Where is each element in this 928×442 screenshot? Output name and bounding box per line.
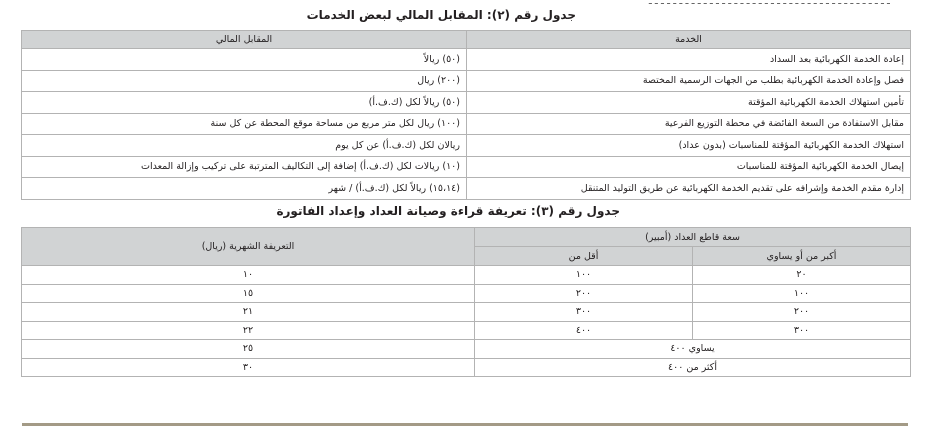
tariff-table-header-row: [22, 228, 911, 247]
service-cell: إعادة الخدمة الكهربائية بعد السداد: [467, 49, 911, 71]
fee-cell: (٢٠٠) ريال: [22, 70, 467, 92]
service-column-header: الخدمة: [467, 31, 911, 49]
tariff-cell: ٣٠: [22, 358, 475, 377]
table-row: [22, 284, 911, 303]
table-row: [22, 156, 911, 178]
service-cell: استهلاك الخدمة الكهربائية المؤقتة للمناسبات (بدون عداد): [467, 135, 911, 157]
gte-header: أكبر من أو يساوي: [693, 247, 911, 266]
cropped-top-text: ـ ـ ـ ـ ـ ـ ـ ـ ـ ـ ـ ـ ـ ـ ـ ـ ـ ـ ـ ـ ـ ـ ـ ـ ـ ـ ـ ـ ـ ـ ـ ـ ـ ـ ـ ـ ـ ـ ـ ـ: [648, 0, 890, 6]
gte-cell: ١٠٠: [693, 284, 911, 303]
table-row: [22, 303, 911, 322]
fee-column-header: المقابل المالي: [22, 31, 467, 49]
table-2-caption: جدول رقم (٢): المقابل المالي لبعض الخدمات: [306, 8, 576, 22]
fee-cell: (١٥،١٤) ريالاً لكل (ك.ف.أ) / شهر: [22, 178, 467, 200]
gte-cell: ٢٠٠: [693, 303, 911, 322]
table-row: [22, 340, 911, 359]
tariff-cell: ٢٥: [22, 340, 475, 359]
table-row: [22, 49, 911, 71]
service-cell: إيصال الخدمة الكهربائية المؤقتة للمناسبات: [467, 156, 911, 178]
table-row: [22, 92, 911, 114]
fees-table: [21, 30, 911, 200]
tariff-cell: ١٥: [22, 284, 475, 303]
lt-header: أقل من: [475, 247, 693, 266]
table-row: [22, 70, 911, 92]
table-row: [22, 321, 911, 340]
table-row: [22, 135, 911, 157]
lt-cell: ٣٠٠: [475, 303, 693, 322]
table-row: [22, 266, 911, 285]
table-3-caption: جدول رقم (٣): تعريفة قراءة وصيانة العداد وإعداد الفاتورة: [276, 204, 620, 218]
lt-cell: ١٠٠: [475, 266, 693, 285]
range-label-cell: يساوي ٤٠٠: [475, 340, 911, 359]
service-cell: فصل وإعادة الخدمة الكهربائية بطلب من الجهات الرسمية المختصة: [467, 70, 911, 92]
monthly-tariff-header: التعريفة الشهرية (ريال): [22, 228, 475, 266]
service-cell: مقابل الاستفادة من السعة الفائضة في محطة التوزيع الفرعية: [467, 113, 911, 135]
fee-cell: ريالان لكل (ك.ف.أ) عن كل يوم: [22, 135, 467, 157]
table-row: [22, 113, 911, 135]
table-row: [22, 358, 911, 377]
lt-cell: ٢٠٠: [475, 284, 693, 303]
meter-tariff-table: [21, 227, 911, 377]
fees-table-header-row: [22, 31, 911, 49]
lt-cell: ٤٠٠: [475, 321, 693, 340]
fee-cell: (١٠٠) ريال لكل متر مربع من مساحة موقع المحطة عن كل سنة: [22, 113, 467, 135]
tariff-cell: ٢٢: [22, 321, 475, 340]
fee-cell: (٥٠) ريالاً: [22, 49, 467, 71]
service-cell: تأمين استهلاك الخدمة الكهربائية المؤقتة: [467, 92, 911, 114]
fee-cell: (٥٠) ريالاً لكل (ك.ف.أ): [22, 92, 467, 114]
service-cell: إدارة مقدم الخدمة وإشرافه على تقديم الخدمة الكهربائية عن طريق التوليد المتنقل: [467, 178, 911, 200]
tariff-cell: ١٠: [22, 266, 475, 285]
gte-cell: ٣٠٠: [693, 321, 911, 340]
range-label-cell: أكثر من ٤٠٠: [475, 358, 911, 377]
fee-cell: (١٠) ريالات لكل (ك.ف.أ) إضافة إلى التكاليف المترتبة على تركيب وإزالة المعدات: [22, 156, 467, 178]
table-row: [22, 178, 911, 200]
tariff-cell: ٢١: [22, 303, 475, 322]
footer-divider: [22, 423, 908, 426]
gte-cell: ٢٠: [693, 266, 911, 285]
breaker-capacity-header: سعة قاطع العداد (أمبير): [475, 228, 911, 247]
